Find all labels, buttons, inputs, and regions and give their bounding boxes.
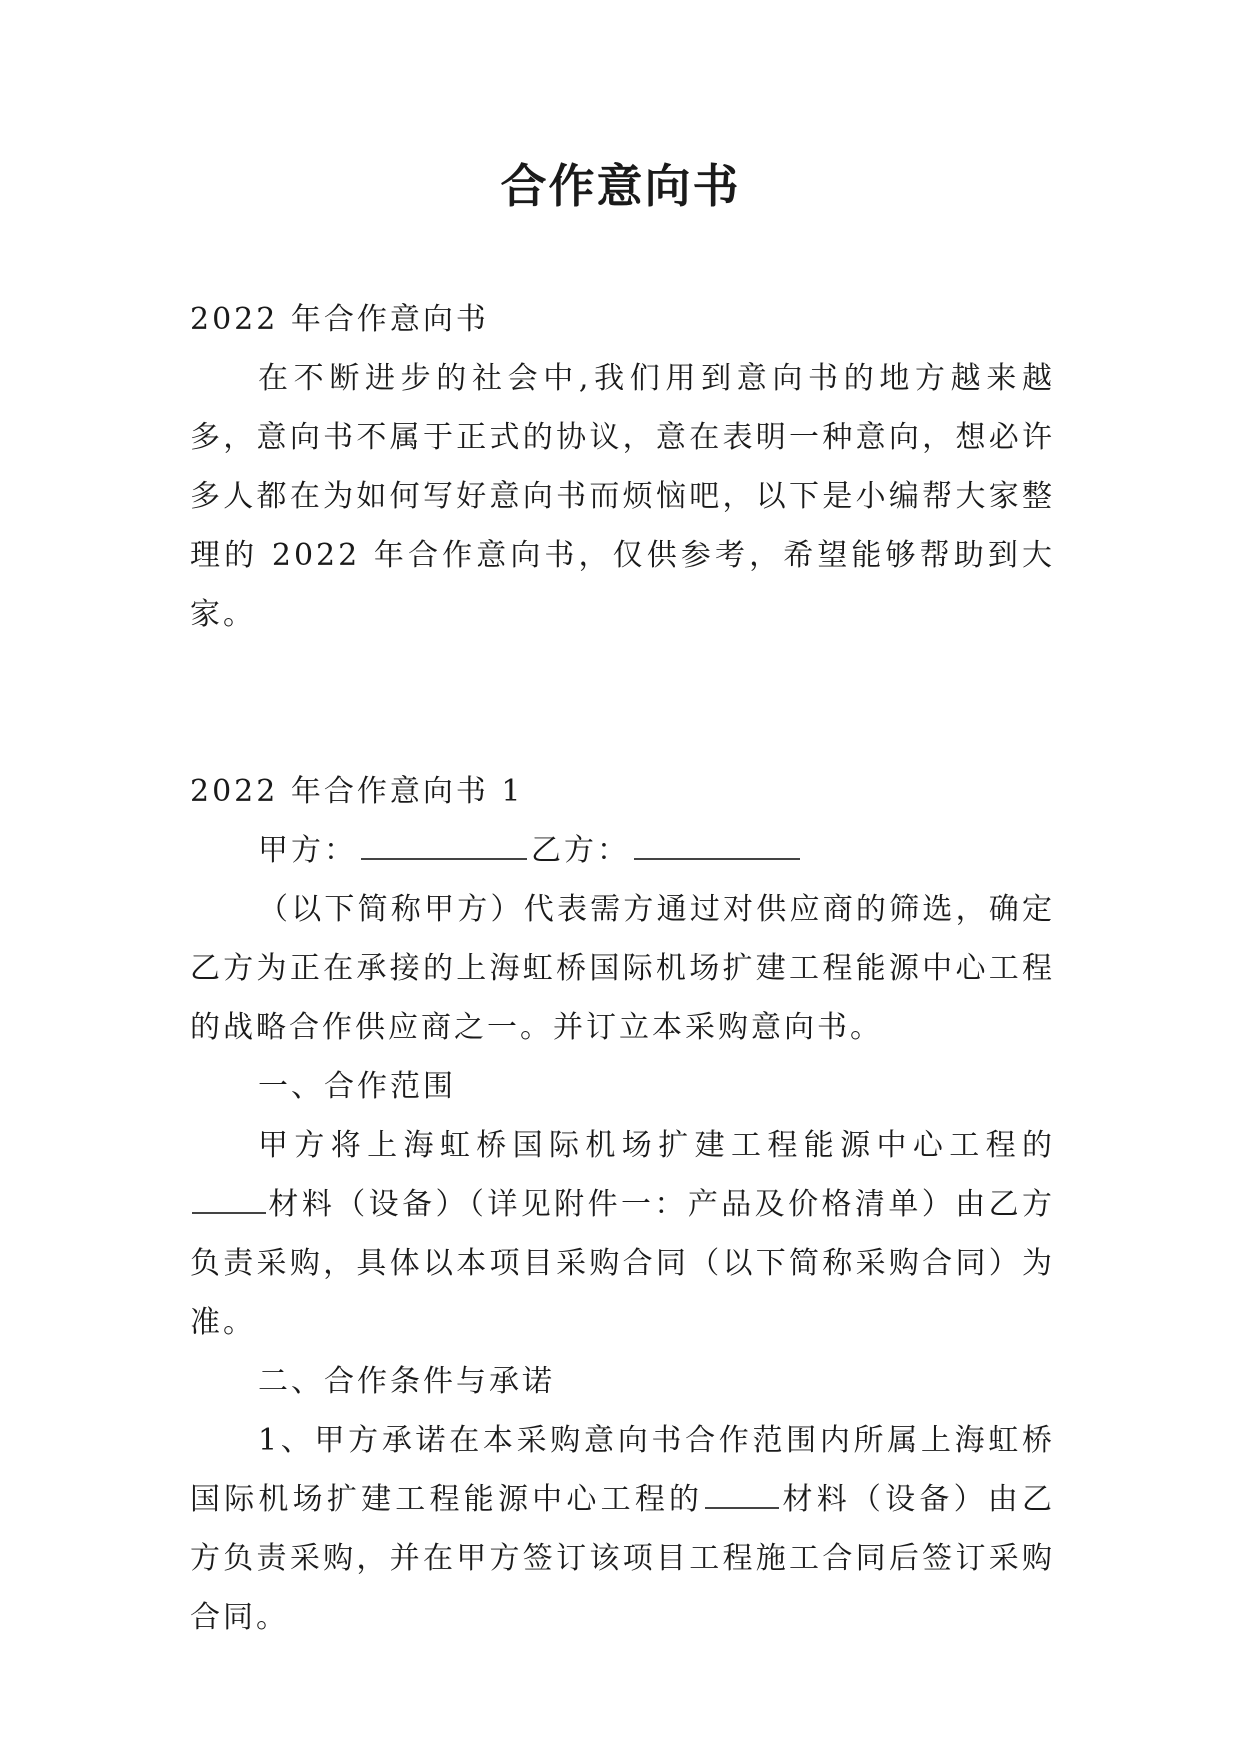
scope-heading: 一、合作范围 (258, 1069, 456, 1104)
condition-1-paragraph (190, 1411, 1055, 1647)
conditions-heading: 二、合作条件与承诺 (258, 1364, 555, 1399)
party-b-blank (634, 836, 800, 860)
section-spacer (190, 644, 1055, 762)
intro-paragraph: 在不断进步的社会中,我们用到意向书的地方越来越多，意向书不属于正式的协议，意在表明一种意向，想必许多人都在为如何写好意向书而烦恼吧，以下是小编帮大家整理的 2022 年合作意向书，仅供参考，希望能够帮助到大家。 (190, 361, 1055, 632)
document-title: 合作意向书 (500, 159, 741, 213)
section-heading: 2022 年合作意向书 1 (190, 774, 524, 809)
party-a-blank (361, 836, 527, 860)
document-body (190, 290, 1055, 1647)
scope-text-2: 材料（设备）（详见附件一：产品及价格清单）由乙方负责采购，具体以本项目采购合同（以下简称采购合同）为准。 (190, 1187, 1055, 1340)
condition-1-text-2: 材料（设备）由乙方负责采购，并在甲方签订该项目工程施工合同后签订采购合同。 (190, 1482, 1056, 1635)
scope-text-1: 甲方将上海虹桥国际机场扩建工程能源中心工程的 (258, 1128, 1055, 1163)
selection-paragraph: （以下简称甲方）代表需方通过对供应商的筛选，确定乙方为正在承接的上海虹桥国际机场扩建工程能源中心工程的战略合作供应商之一。并订立本采购意向书。 (190, 892, 1055, 1045)
parties-line (190, 821, 1055, 880)
document-subtitle: 2022 年合作意向书 (190, 302, 489, 337)
condition-1-text-1: 1、甲方承诺在本采购意向书合作范围内所属上海虹桥国际机场扩建工程能源中心工程的 (190, 1423, 1055, 1517)
condition-1-material-blank (705, 1485, 779, 1509)
party-b-label: 乙方： (531, 833, 630, 868)
scope-paragraph (190, 1116, 1055, 1352)
scope-material-blank (192, 1190, 266, 1214)
party-a-label: 甲方： (258, 833, 357, 868)
